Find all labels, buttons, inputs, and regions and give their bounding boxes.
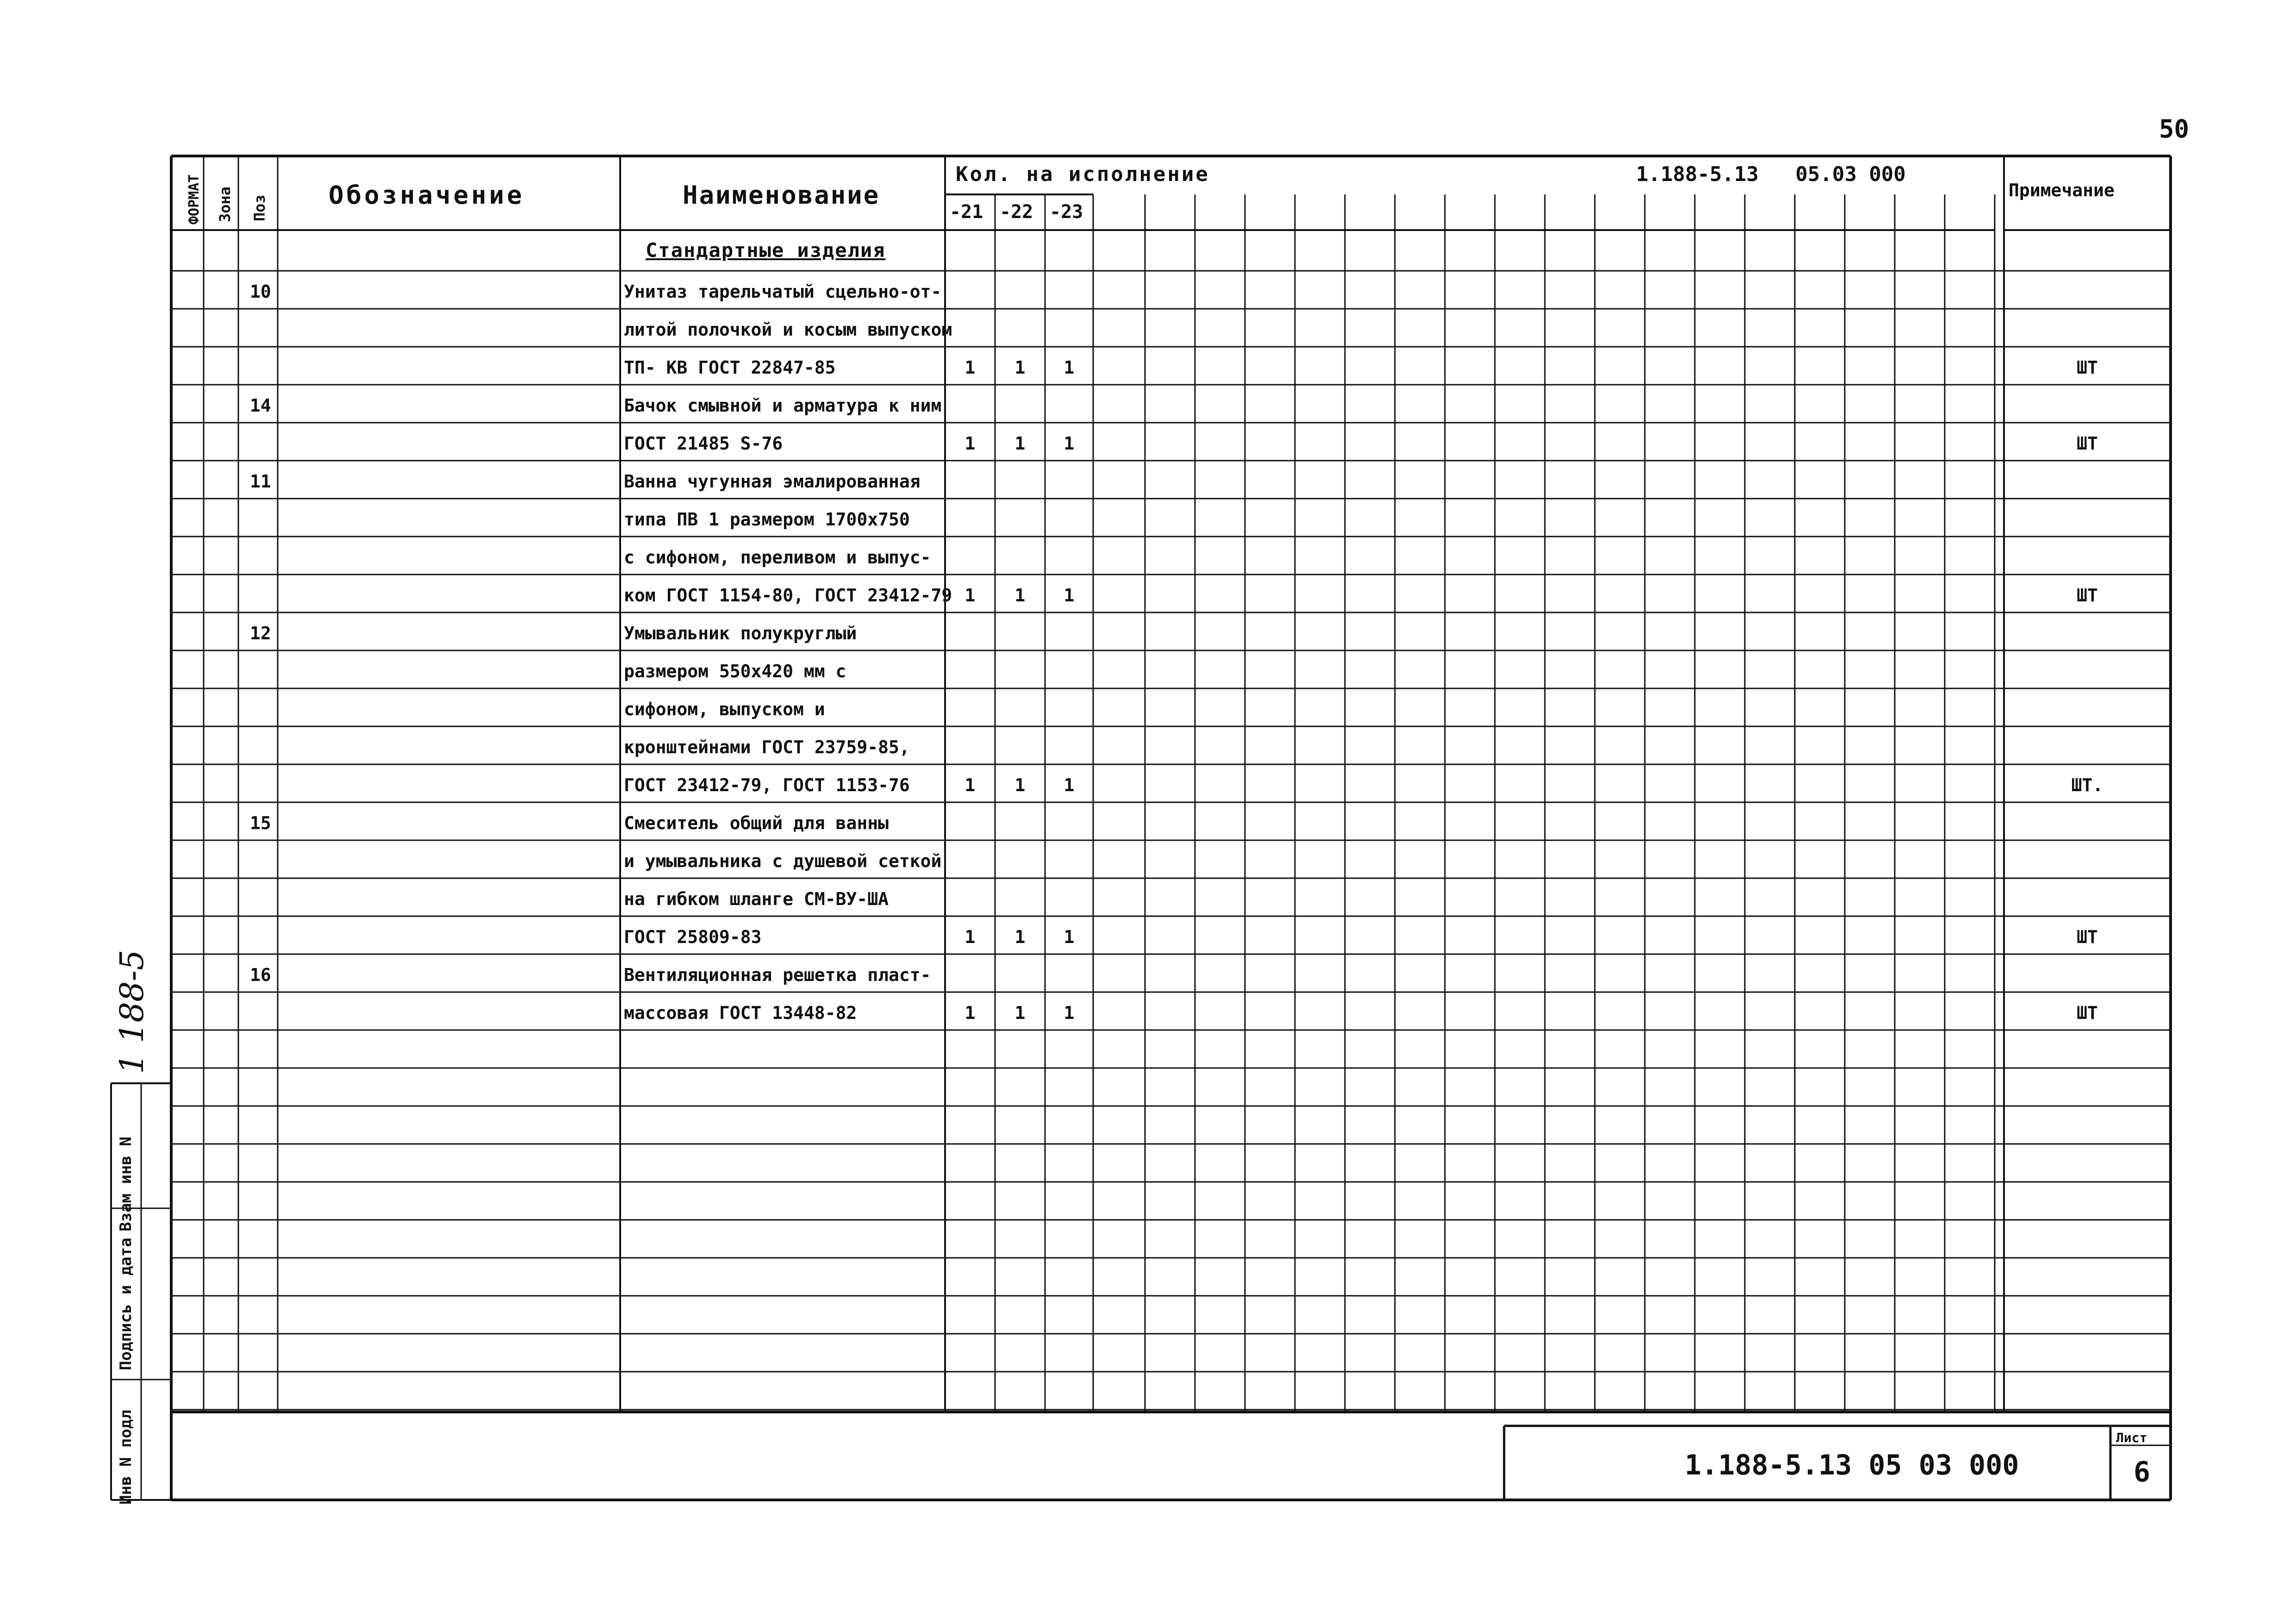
- row-qty-21: 1: [964, 433, 976, 454]
- row-pos: 11: [250, 471, 271, 492]
- row-name: ГОСТ 25809-83: [624, 927, 762, 947]
- row-note: ШТ: [2077, 357, 2098, 378]
- row-note: ШТ: [2077, 927, 2098, 947]
- row-name: Смеситель общий для ванны: [624, 813, 889, 833]
- row-qty-22: 1: [1014, 585, 1026, 606]
- header-variant-22: -22: [1000, 201, 1033, 223]
- row-pos: 15: [250, 813, 271, 833]
- row-note: ШТ: [2077, 433, 2098, 454]
- header-variant-21: -21: [950, 201, 983, 223]
- row-name: Унитаз тарельчатый сцельно-от-: [624, 281, 942, 302]
- section-title: Стандартные изделия: [646, 239, 886, 262]
- row-name: Умывальник полукруглый: [624, 623, 857, 643]
- row-qty-23: 1: [1064, 927, 1075, 947]
- row-qty-21: 1: [964, 775, 976, 795]
- row-name: и умывальника с душевой сеткой: [624, 851, 942, 871]
- row-name: с сифоном, переливом и выпус-: [624, 547, 931, 568]
- header-variant-23: -23: [1050, 201, 1083, 223]
- margin-note: 1 188-5: [113, 949, 151, 1074]
- header-name: Наименование: [683, 181, 880, 210]
- row-qty-21: 1: [964, 585, 976, 606]
- row-pos: 12: [250, 623, 271, 643]
- row-name: ком ГОСТ 1154-80, ГОСТ 23412-79: [624, 585, 952, 606]
- header-pos: Поз: [251, 194, 268, 221]
- row-name: массовая ГОСТ 13448-82: [624, 1003, 857, 1023]
- header-format: ФОРМАТ: [186, 174, 202, 225]
- header-zone: Зона: [216, 186, 234, 222]
- row-qty-21: 1: [964, 927, 976, 947]
- row-name: Бачок смывной и арматура к ним: [624, 395, 942, 416]
- row-name: ГОСТ 21485 S-76: [624, 433, 783, 454]
- header-doc-code: 1.188-5.13 05.03 000: [1636, 162, 1906, 186]
- row-name: литой полочкой и косым выпуском: [624, 319, 952, 340]
- stamp-vzam-inv: Взам инв N: [117, 1137, 135, 1231]
- row-qty-22: 1: [1014, 927, 1026, 947]
- footer-doc-code: 1.188-5.13 05 03 000: [1685, 1449, 2019, 1481]
- row-pos: 10: [250, 281, 271, 302]
- row-name: Вентиляционная решетка пласт-: [624, 965, 931, 985]
- row-qty-22: 1: [1014, 775, 1026, 795]
- row-name: Ванна чугунная эмалированная: [624, 471, 921, 492]
- footer-sheet-label: Лист: [2116, 1430, 2147, 1445]
- row-qty-21: 1: [964, 1003, 976, 1023]
- row-qty-22: 1: [1014, 1003, 1026, 1023]
- row-note: ШТ: [2077, 585, 2098, 606]
- row-qty-21: 1: [964, 357, 976, 378]
- row-pos: 14: [250, 395, 271, 416]
- header-note: Примечание: [2009, 180, 2115, 200]
- row-qty-23: 1: [1064, 357, 1075, 378]
- row-note: ШТ.: [2071, 775, 2103, 795]
- footer-sheet-number: 6: [2134, 1456, 2151, 1488]
- row-name: типа ПВ 1 размером 1700х750: [624, 509, 910, 530]
- row-qty-23: 1: [1064, 775, 1075, 795]
- row-qty-22: 1: [1014, 357, 1026, 378]
- stamp-inv-podl: Инв N подл: [117, 1410, 135, 1505]
- row-qty-23: 1: [1064, 585, 1075, 606]
- row-name: на гибком шланге СМ-ВУ-ША: [624, 889, 889, 909]
- row-pos: 16: [250, 965, 271, 985]
- row-qty-23: 1: [1064, 433, 1075, 454]
- row-note: ШТ: [2077, 1003, 2098, 1023]
- page-number: 50: [2159, 114, 2190, 144]
- row-name: ТП- КВ ГОСТ 22847-85: [624, 357, 836, 378]
- header-qty: Кол. на исполнение: [956, 162, 1210, 186]
- row-name: ГОСТ 23412-79, ГОСТ 1153-76: [624, 775, 910, 795]
- row-qty-23: 1: [1064, 1003, 1075, 1023]
- row-qty-22: 1: [1014, 433, 1026, 454]
- row-name: размером 550х420 мм с: [624, 661, 846, 681]
- row-name: кронштейнами ГОСТ 23759-85,: [624, 737, 910, 757]
- stamp-sign-date: Подпись и дата: [117, 1237, 135, 1370]
- row-name: сифоном, выпуском и: [624, 699, 825, 719]
- header-designation: Обозначение: [329, 181, 525, 210]
